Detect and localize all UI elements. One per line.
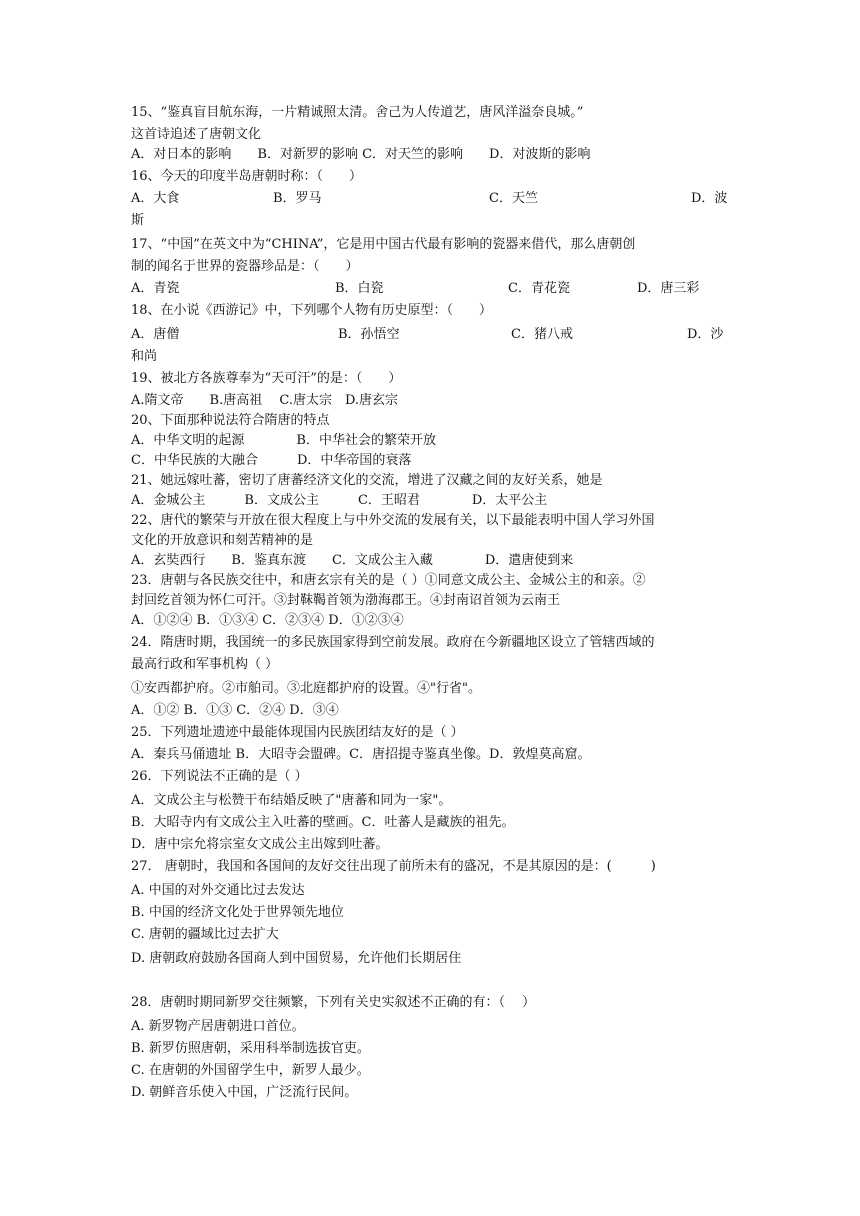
option-d: D．沙 — [687, 327, 724, 342]
question-24-stem: 24．隋唐时期，我国统一的多民族国家得到空前发展。政府在今新疆地区设立了管辖西域的 — [131, 635, 655, 650]
question-21-options: A．金城公主 B．文成公主 C．王昭君 D．太平公主 — [131, 493, 548, 508]
option-c: C．天竺 — [489, 191, 538, 206]
question-23-options: A．①②④ B．①③④ C．②③④ D．①②③④ — [131, 613, 404, 628]
option-b: B．白瓷 — [335, 281, 384, 296]
question-26-stem: 26．下列说法不正确的是（ ） — [131, 769, 308, 784]
question-28-option-a: A. 新罗物产居唐朝进口首位。 — [131, 1019, 305, 1034]
question-18-options — [131, 326, 731, 344]
question-18-stem: 18、在小说《西游记》中，下列哪个人物有历史原型：（ ） — [131, 303, 493, 318]
question-15-options: A．对日本的影响 B．对新罗的影响 C．对天竺的影响 D．对波斯的影响 — [131, 147, 591, 162]
question-22-stem-cont: 文化的开放意识和刻苦精神的是 — [131, 533, 314, 548]
question-17-options — [131, 280, 731, 298]
question-15-stem-cont: 这首诗追述了唐朝文化 — [131, 127, 262, 142]
question-19-options: A.隋文帝 B.唐高祖 C.唐太宗 D.唐玄宗 — [131, 393, 399, 408]
question-25-options: A．秦兵马俑遗址 B．大昭寺会盟碑。C．唐招提寺鉴真坐像。D．敦煌莫高窟。 — [131, 747, 591, 762]
question-16-stem: 16、今天的印度半岛唐朝时称：（ ） — [131, 169, 363, 184]
option-a: A．大食 — [131, 191, 180, 206]
option-d: D．波 — [691, 191, 728, 206]
question-26-options-bc: B．大昭寺内有文成公主入吐蕃的壁画。C．吐蕃人是藏族的祖先。 — [131, 815, 515, 830]
option-a: A．青瓷 — [131, 281, 180, 296]
option-c: C．猪八戒 — [511, 327, 573, 342]
question-27-option-c: C. 唐朝的疆域比过去扩大 — [131, 927, 279, 942]
question-25-stem: 25．下列遗址遗迹中最能体现国内民族团结友好的是（ ） — [131, 725, 464, 740]
question-21-stem: 21、她远嫁吐蕃，密切了唐蕃经济文化的交流，增进了汉藏之间的友好关系，她是 — [131, 473, 603, 488]
question-24-stem-cont: 最高行政和军事机构（ ） — [131, 657, 279, 672]
option-c: C．青花瓷 — [508, 281, 570, 296]
question-17-stem-cont: 制的闻名于世界的瓷器珍品是：（ ） — [131, 259, 359, 274]
question-26-option-d: D．唐中宗允将宗室女文成公主出嫁到吐蕃。 — [131, 837, 389, 852]
question-19-stem: 19、被北方各族尊奉为“天可汗”的是：（ ） — [131, 371, 402, 386]
question-28-option-b: B. 新罗仿照唐朝，采用科举制选拔官吏。 — [131, 1041, 370, 1056]
question-22-options: A．玄奘西行 B．鉴真东渡 C．文成公主入藏 D．遣唐使到来 — [131, 553, 574, 568]
question-17-stem: 17、“中国”在英文中为“CHINA”，它是用中国古代最有影响的瓷器来借代，那么唐朝创 — [131, 237, 636, 252]
question-16-option-d-wrap: 斯 — [131, 213, 145, 228]
question-20-options-ab: A．中华文明的起源 B．中华社会的繁荣开放 — [131, 433, 436, 448]
question-23-stem: 23．唐朝与各民族交往中，和唐玄宗有关的是（ ）①同意文成公主、金城公主的和亲。② — [131, 573, 646, 588]
question-20-stem: 20、下面那种说法符合隋唐的特点 — [131, 413, 330, 428]
question-28-stem: 28．唐朝时期同新罗交往频繁，下列有关史实叙述不正确的有：（ ） — [131, 995, 536, 1010]
question-27-stem: 27． 唐朝时，我国和各国间的友好交往出现了前所未有的盛况，不是其原因的是：( ) — [131, 859, 656, 874]
question-28-option-d: D. 朝鲜音乐使入中国，广泛流行民间。 — [131, 1085, 358, 1100]
question-18-option-d-wrap: 和尚 — [131, 349, 158, 364]
question-22-stem: 22、唐代的繁荣与开放在很大程度上与中外交流的发展有关，以下最能表明中国人学习外国 — [131, 513, 655, 528]
question-24-options: A．①② B．①③ C．②④ D．③④ — [131, 703, 339, 718]
question-27-option-b: B. 中国的经济文化处于世界领先地位 — [131, 905, 344, 920]
question-28-option-c: C. 在唐朝的外国留学生中，新罗人最少。 — [131, 1063, 370, 1078]
question-15-stem: 15、“鉴真盲目航东海，一片精诚照太清。舍己为人传道艺，唐风洋溢奈良城。” — [131, 105, 584, 120]
option-b: B．罗马 — [273, 191, 322, 206]
question-26-option-a: A．文成公主与松赞干布结婚反映了"唐蕃和同为一家"。 — [131, 793, 452, 808]
question-24-items: ①安西都护府。②市舶司。③北庭都护府的设置。④"行省"。 — [131, 681, 481, 696]
question-27-option-a: A. 中国的对外交通比过去发达 — [131, 883, 305, 898]
question-23-stem-cont: 封回纥首领为怀仁可汗。③封靺鞨首领为渤海郡王。④封南诏首领为云南王 — [131, 593, 561, 608]
question-27-option-d: D. 唐朝政府鼓励各国商人到中国贸易，允许他们长期居住 — [131, 951, 462, 966]
option-d: D．唐三彩 — [637, 281, 700, 296]
option-b: B．孙悟空 — [338, 327, 400, 342]
question-20-options-cd: C．中华民族的大融合 D．中华帝国的衰落 — [131, 453, 412, 468]
option-a: A．唐僧 — [131, 327, 180, 342]
question-16-options — [131, 190, 731, 208]
